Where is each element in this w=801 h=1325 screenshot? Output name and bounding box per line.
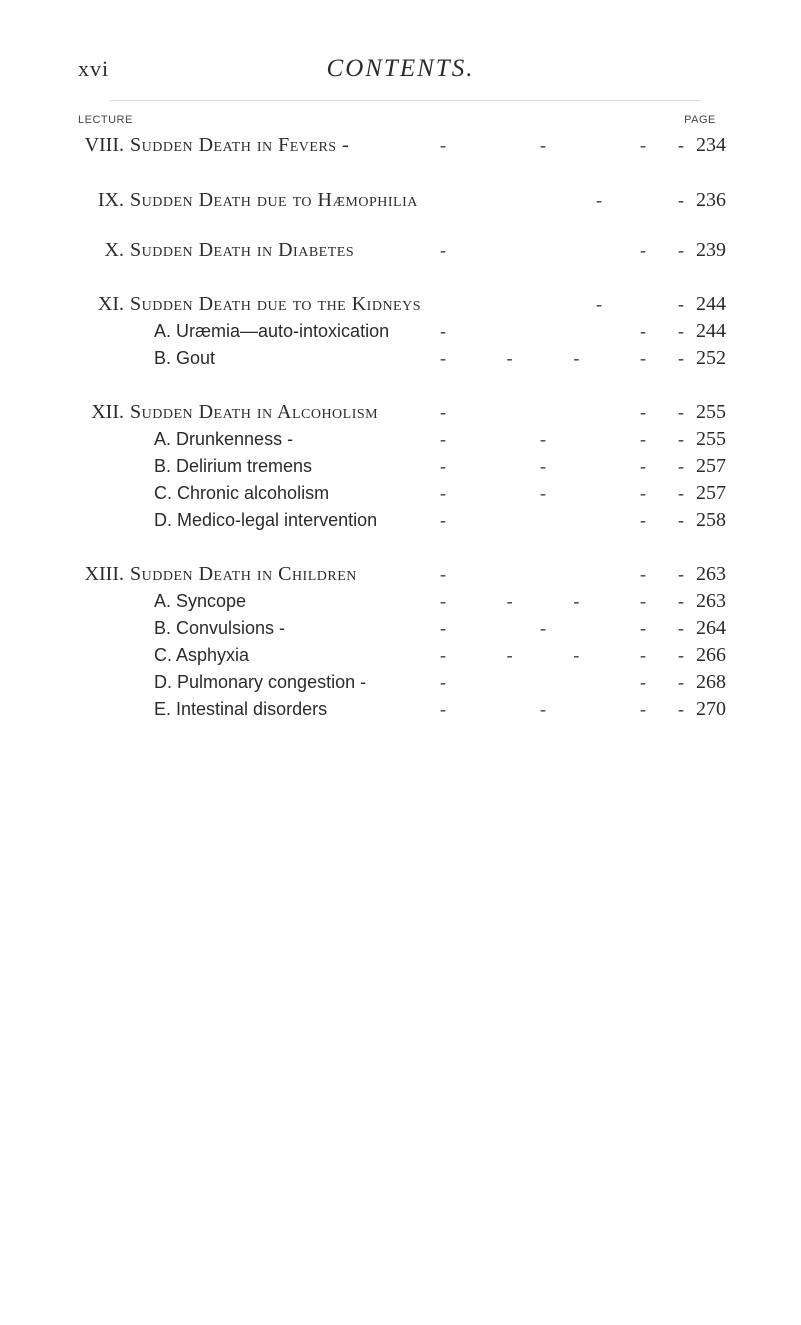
subsection-entry — [0, 345, 801, 371]
leader-dash: - — [678, 699, 684, 719]
leader-dash: - — [596, 294, 602, 314]
leader-dash: - — [640, 429, 646, 449]
subsection-title: B. Convulsions - — [154, 618, 286, 638]
leader-dash: - — [440, 429, 446, 449]
subsection-entry — [0, 615, 801, 641]
leader-dash: - — [640, 699, 646, 719]
leader-dash: - — [540, 429, 546, 449]
leader-dash: - — [678, 564, 684, 584]
leader-dash: - — [506, 591, 513, 611]
page-reference: 257 — [696, 482, 726, 504]
subsection-entry — [0, 642, 801, 668]
lecture-entry — [0, 561, 801, 587]
lecture-number: XII. — [91, 401, 124, 423]
leader-dash: - — [678, 321, 684, 341]
leader-dash: - — [678, 645, 684, 665]
leader-dash: - — [678, 240, 684, 260]
subsection-entry — [0, 480, 801, 506]
leader-dash: - — [640, 672, 646, 692]
page-column-heading: PAGE — [684, 114, 716, 126]
lecture-title: Sudden Death in Children — [130, 563, 357, 585]
page-reference: 268 — [696, 671, 726, 693]
page-reference: 244 — [696, 320, 726, 342]
leader-dash: - — [640, 645, 646, 665]
leader-dash: - — [440, 348, 446, 368]
subsection-entry — [0, 453, 801, 479]
leader-dash: - — [540, 483, 546, 503]
leader-dash: - — [678, 294, 684, 314]
page-reference: 266 — [696, 644, 726, 666]
lecture-title: Sudden Death in Fevers - — [130, 134, 350, 156]
leader-dash: - — [640, 456, 646, 476]
leader-dash: - — [440, 456, 446, 476]
page-reference: 236 — [696, 189, 726, 211]
subsection-entry — [0, 588, 801, 614]
lecture-title: Sudden Death in Alcoholism — [130, 401, 379, 423]
page-reference: 270 — [696, 698, 726, 720]
lecture-title: Sudden Death due to the Kidneys — [130, 293, 422, 315]
leader-dash: - — [540, 618, 546, 638]
leader-dash: - — [640, 135, 646, 155]
leader-dash: - — [440, 402, 446, 422]
leader-dash: - — [678, 672, 684, 692]
lecture-number: IX. — [97, 189, 124, 211]
leader-dash: - — [440, 240, 446, 260]
leader-dash: - — [678, 456, 684, 476]
lecture-column-heading: LECTURE — [78, 114, 133, 126]
lecture-number: X. — [104, 239, 124, 261]
lecture-entry — [0, 237, 801, 263]
subsection-title: A. Drunkenness - — [154, 429, 294, 449]
leader-dash: - — [640, 483, 646, 503]
leader-dash: - — [540, 135, 546, 155]
running-title: CONTENTS. — [326, 55, 475, 82]
leader-dash: - — [678, 190, 684, 210]
leader-dash: - — [678, 429, 684, 449]
leader-dash: - — [678, 483, 684, 503]
leader-dash: - — [678, 591, 684, 611]
leader-dash: - — [506, 348, 513, 368]
leader-dash: - — [678, 348, 684, 368]
lecture-number: VIII. — [84, 134, 124, 156]
leader-dash: - — [440, 321, 446, 341]
leader-dash: - — [440, 135, 446, 155]
leader-dash: - — [440, 618, 446, 638]
lecture-title: Sudden Death in Diabetes — [130, 239, 355, 261]
leader-dash: - — [573, 645, 580, 665]
page-reference: 244 — [696, 293, 726, 315]
leader-dash: - — [440, 672, 446, 692]
subsection-title: D. Pulmonary congestion - — [154, 672, 367, 692]
leader-dash: - — [678, 618, 684, 638]
leader-dash: - — [640, 618, 646, 638]
lecture-entry — [0, 399, 801, 425]
lecture-number: XIII. — [84, 563, 124, 585]
leader-dash: - — [440, 564, 446, 584]
leader-dash: - — [640, 348, 646, 368]
subsection-title: E. Intestinal disorders — [154, 699, 328, 719]
page-reference: 255 — [696, 428, 726, 450]
page-number: xvi — [78, 56, 110, 81]
leader-dash: - — [440, 645, 446, 665]
lecture-title: Sudden Death due to Hæmophilia — [130, 189, 418, 211]
subsection-title: C. Asphyxia — [154, 645, 250, 665]
lecture-entry — [0, 132, 801, 158]
leader-dash: - — [440, 699, 446, 719]
page-reference: 239 — [696, 239, 726, 261]
page-reference: 252 — [696, 347, 726, 369]
leader-dash: - — [573, 591, 580, 611]
leader-dash: - — [640, 402, 646, 422]
subsection-title: B. Delirium tremens — [154, 456, 313, 476]
leader-dash: - — [573, 348, 580, 368]
subsection-entry — [0, 669, 801, 695]
leader-dash: - — [440, 483, 446, 503]
subsection-entry — [0, 696, 801, 722]
leader-dash: - — [440, 510, 446, 530]
leader-dash: - — [596, 190, 602, 210]
page-reference: 263 — [696, 590, 726, 612]
subsection-title: B. Gout — [154, 348, 216, 368]
leader-dash: - — [678, 402, 684, 422]
page-reference: 264 — [696, 617, 726, 639]
lecture-entry — [0, 187, 801, 213]
lecture-entry — [0, 291, 801, 317]
subsection-title: C. Chronic alcoholism — [154, 483, 330, 503]
subsection-title: D. Medico-legal intervention — [154, 510, 378, 530]
leader-dash: - — [640, 240, 646, 260]
header-rule — [110, 100, 700, 101]
lecture-number: XI. — [97, 293, 124, 315]
leader-dash: - — [506, 645, 513, 665]
page-reference: 263 — [696, 563, 726, 585]
leader-dash: - — [678, 510, 684, 530]
leader-dash: - — [440, 591, 446, 611]
page-reference: 234 — [696, 134, 726, 156]
leader-dash: - — [540, 456, 546, 476]
leader-dash: - — [540, 699, 546, 719]
leader-dash: - — [678, 135, 684, 155]
leader-dash: - — [640, 564, 646, 584]
page-reference: 257 — [696, 455, 726, 477]
subsection-title: A. Uræmia—auto-intoxication — [154, 321, 390, 341]
leader-dash: - — [640, 321, 646, 341]
page-reference: 258 — [696, 509, 726, 531]
subsection-title: A. Syncope — [154, 591, 247, 611]
subsection-entry — [0, 507, 801, 533]
subsection-entry — [0, 318, 801, 344]
page-reference: 255 — [696, 401, 726, 423]
leader-dash: - — [640, 510, 646, 530]
subsection-entry — [0, 426, 801, 452]
leader-dash: - — [640, 591, 646, 611]
